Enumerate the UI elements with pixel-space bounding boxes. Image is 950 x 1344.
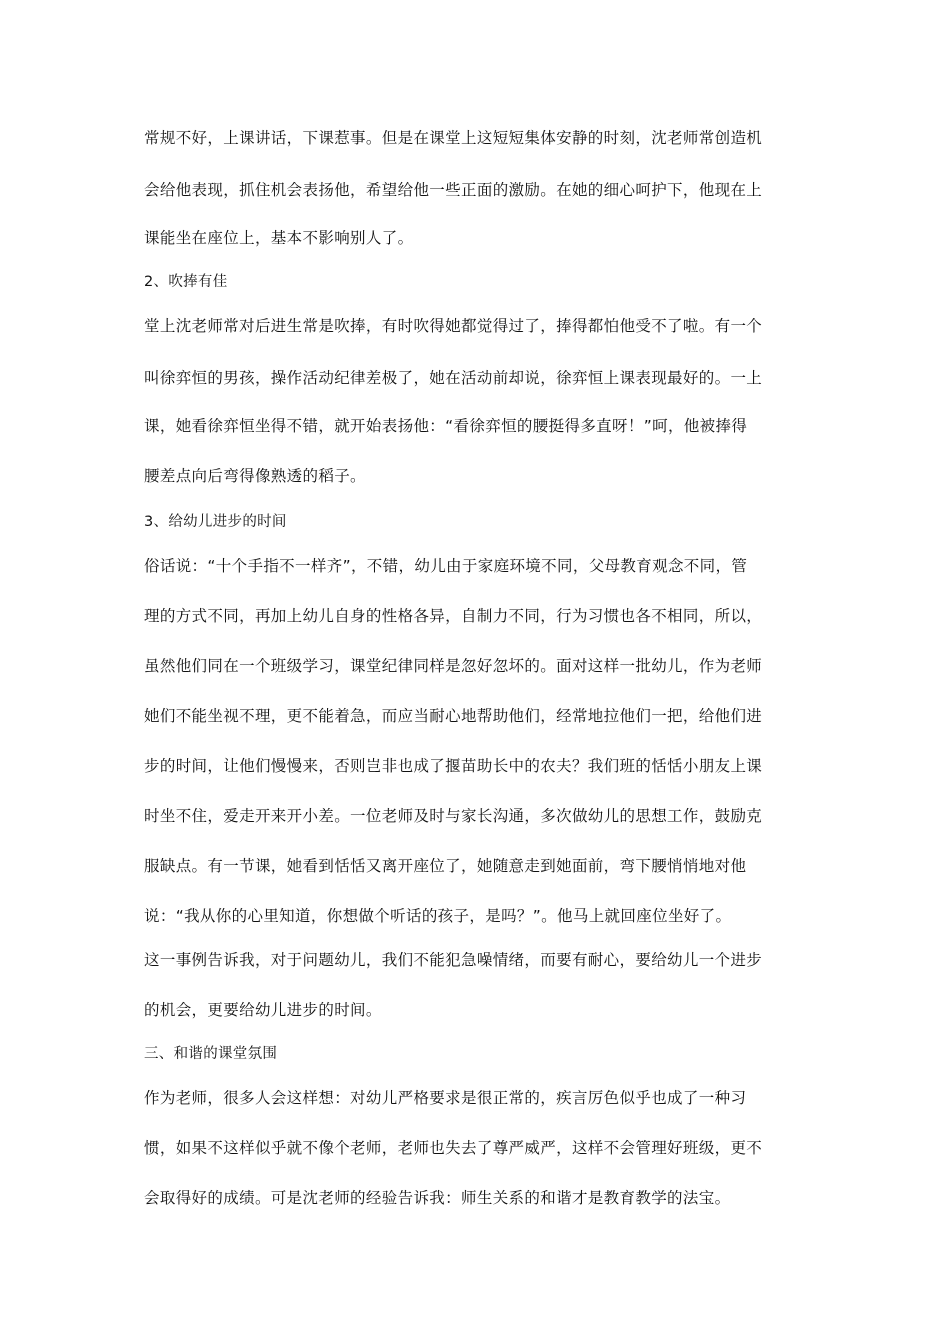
paragraph-line: 课能坐在座位上，基本不影响别人了。 <box>144 229 414 247</box>
paragraph-line: 的机会，更要给幼儿进步的时间。 <box>144 1001 382 1019</box>
paragraph-line: 作为老师，很多人会这样想：对幼儿严格要求是很正常的，疾言厉色似乎也成了一种习 <box>144 1089 747 1107</box>
paragraph-line: 虽然他们同在一个班级学习，课堂纪律同样是忽好忽坏的。面对这样一批幼儿，作为老师 <box>144 657 763 675</box>
paragraph-line: 惯，如果不这样似乎就不像个老师，老师也失去了尊严威严，这样不会管理好班级，更不 <box>144 1139 763 1157</box>
paragraph-line: 叫徐弈恒的男孩，操作活动纪律差极了，她在活动前却说，徐弈恒上课表现最好的。一上 <box>144 369 763 387</box>
paragraph-line: 她们不能坐视不理，更不能着急，而应当耐心地帮助他们，经常地拉他们一把，给他们进 <box>144 707 763 725</box>
paragraph-line: 说：“我从你的心里知道，你想做个听话的孩子，是吗？”。他马上就回座位坐好了。 <box>144 907 732 925</box>
paragraph-line: 常规不好，上课讲话，下课惹事。但是在课堂上这短短集体安静的时刻，沈老师常创造机 <box>144 129 763 147</box>
paragraph-line: 这一事例告诉我，对于问题幼儿，我们不能犯急噪情绪，而要有耐心，要给幼儿一个进步 <box>144 951 763 969</box>
section-heading: 2、吹捧有佳 <box>144 274 228 290</box>
paragraph-line: 服缺点。有一节课，她看到恬恬又离开座位了，她随意走到她面前，弯下腰悄悄地对他 <box>144 857 747 875</box>
paragraph-line: 理的方式不同，再加上幼儿自身的性格各异，自制力不同，行为习惯也各不相同，所以， <box>144 607 763 625</box>
paragraph-line: 会取得好的成绩。可是沈老师的经验告诉我：师生关系的和谐才是教育教学的法宝。 <box>144 1189 731 1207</box>
paragraph-line: 步的时间，让他们慢慢来，否则岂非也成了揠苗助长中的农夫？我们班的恬恬小朋友上课 <box>144 757 763 775</box>
paragraph-line: 堂上沈老师常对后进生常是吹捧，有时吹得她都觉得过了，捧得都怕他受不了啦。有一个 <box>144 317 763 335</box>
paragraph-line: 俗话说：“十个手指不一样齐”，不错，幼儿由于家庭环境不同，父母教育观念不同，管 <box>144 557 748 575</box>
section-heading: 三、和谐的课堂氛围 <box>144 1046 278 1062</box>
paragraph-line: 腰差点向后弯得像熟透的稻子。 <box>144 467 366 485</box>
section-heading: 3、给幼儿进步的时间 <box>144 514 287 530</box>
paragraph-line: 会给他表现，抓住机会表扬他，希望给他一些正面的激励。在她的细心呵护下，他现在上 <box>144 181 763 199</box>
paragraph-line: 时坐不住，爱走开来开小差。一位老师及时与家长沟通，多次做幼儿的思想工作，鼓励克 <box>144 807 763 825</box>
paragraph-line: 课，她看徐弈恒坐得不错，就开始表扬他：“看徐弈恒的腰挺得多直呀！”呵，他被捧得 <box>144 417 748 435</box>
